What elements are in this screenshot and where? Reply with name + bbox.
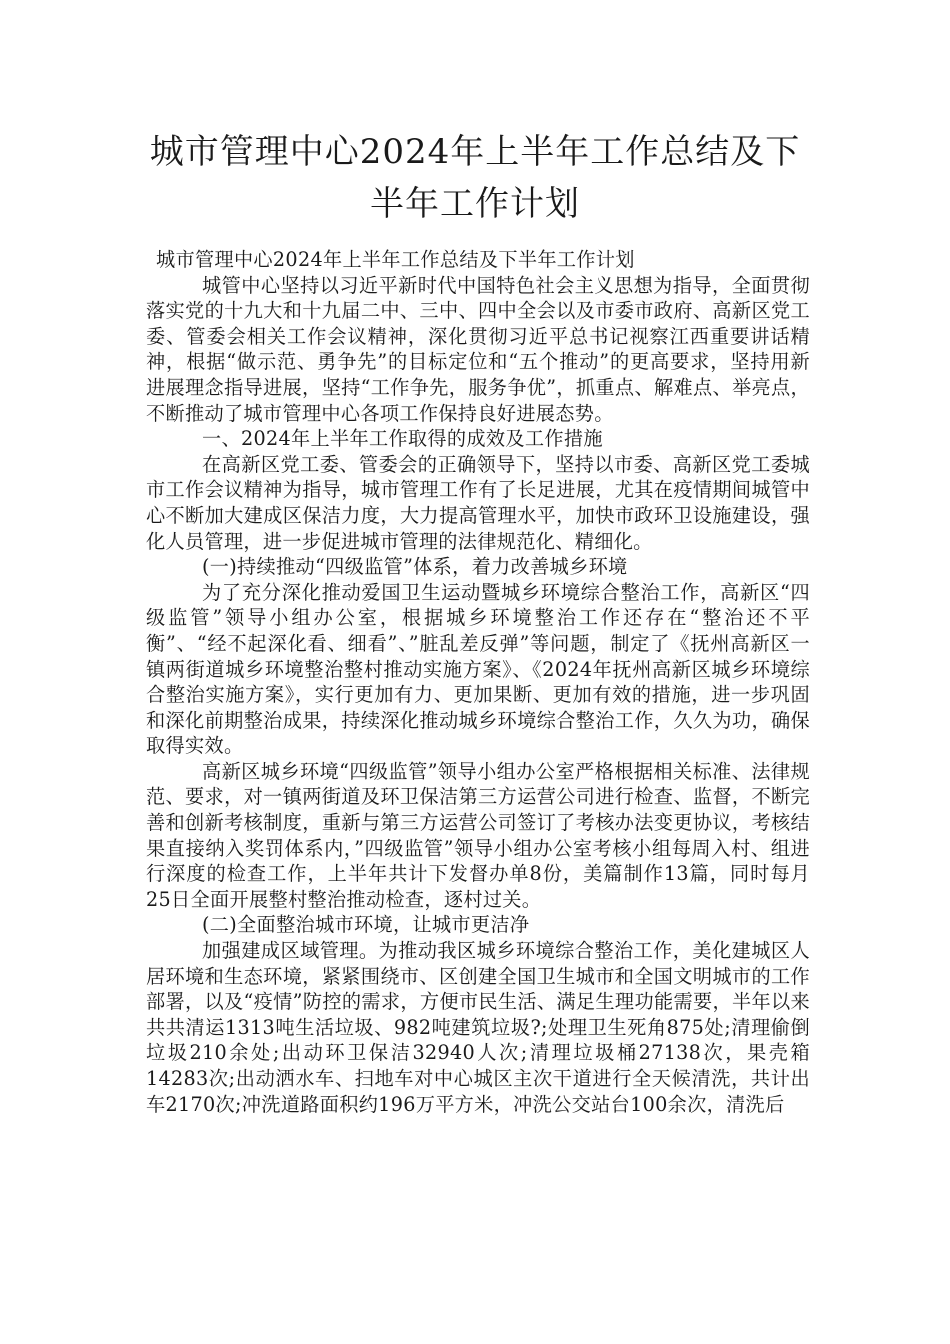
document-subtitle: 城市管理中心2024年上半年工作总结及下半年工作计划	[156, 248, 635, 271]
subsection-heading-2: (二)全面整治城市环境，让城市更洁净	[202, 913, 530, 937]
subsection-2-paragraph-1: 加强建成区域管理。为推动我区城乡环境综合整治工作，美化建城区人居环境和生态环境，紧紧围绕市、区创建全国卫生城市和全国文明城市的工作部署，以及“疫情”防控的需求，方便市民生活、满足生理功能需要，半年以来共共清运1313吨生活垃圾、982吨建筑垃圾?;处理卫生死角875处;清理偷倒垃圾210余处;出动环卫保洁32940人次;清理垃圾桶27138次，果壳箱14283次;出动洒水车、扫地车对中心城区主次干道进行全天候清洗，共计出车2170次;冲洗道路面积约196万平方米，冲洗公交站台100余次，清洗后	[146, 939, 810, 1116]
subsection-heading-1: (一)持续推动“四级监管”体系，着力改善城乡环境	[202, 555, 628, 579]
document-body	[146, 247, 810, 1117]
subsection-1-paragraph-1: 为了充分深化推动爱国卫生运动暨城乡环境综合整治工作，高新区“四级监管”领导小组办公室，根据城乡环境整治工作还存在“整治还不平衡”、“经不起深化看、细看”、”脏乱差反弹”等问题，制定了《抚州高新区一镇两街道城乡环境整治整村推动实施方案》、《2024年抚州高新区城乡环境综合整治实施方案》，实行更加有力、更加果断、更加有效的措施，进一步巩固和深化前期整治成果，持续深化推动城乡环境综合整治工作，久久为功，确保取得实效。	[146, 580, 810, 758]
section-heading-1: 一、2024年上半年工作取得的成效及工作措施	[202, 427, 603, 451]
document-title	[100, 126, 850, 230]
intro-paragraph: 城管中心坚持以习近平新时代中国特色社会主义思想为指导，全面贯彻落实党的十九大和十九届二中、三中、四中全会以及市委市政府、高新区党工委、管委会相关工作会议精神，深化贯彻习近平总书记视察江西重要讲话精神，根据“做示范、勇争先”的目标定位和“五个推动”的更高要求，坚持用新进展理念指导进展，坚持“工作争先，服务争优”，抓重点、解难点、举亮点，不断推动了城市管理中心各项工作保持良好进展态势。	[146, 273, 810, 425]
section-1-paragraph: 在高新区党工委、管委会的正确领导下，坚持以市委、高新区党工委城市工作会议精神为指导，城市管理工作有了长足进展，尤其在疫情期间城管中心不断加大建成区保洁力度，大力提高管理水平，加快市政环卫设施建设，强化人员管理，进一步促进城市管理的法律规范化、精细化。	[146, 452, 810, 553]
title-line-1: 城市管理中心2024年上半年工作总结及下	[149, 132, 801, 172]
title-line-2: 半年工作计划	[370, 184, 580, 224]
subsection-1-paragraph-2: 高新区城乡环境“四级监管”领导小组办公室严格根据相关标准、法律规范、要求，对一镇两街道及环卫保洁第三方运营公司进行检查、监督，不断完善和创新考核制度，重新与第三方运营公司签订了考核办法变更协议，考核结果直接纳入奖罚体系内，”四级监管”领导小组办公室考核小组每周入村、组进行深度的检查工作，上半年共计下发督办单8份，美篇制作13篇，同时每月25日全面开展整村整治推动检查，逐村过关。	[146, 759, 810, 911]
